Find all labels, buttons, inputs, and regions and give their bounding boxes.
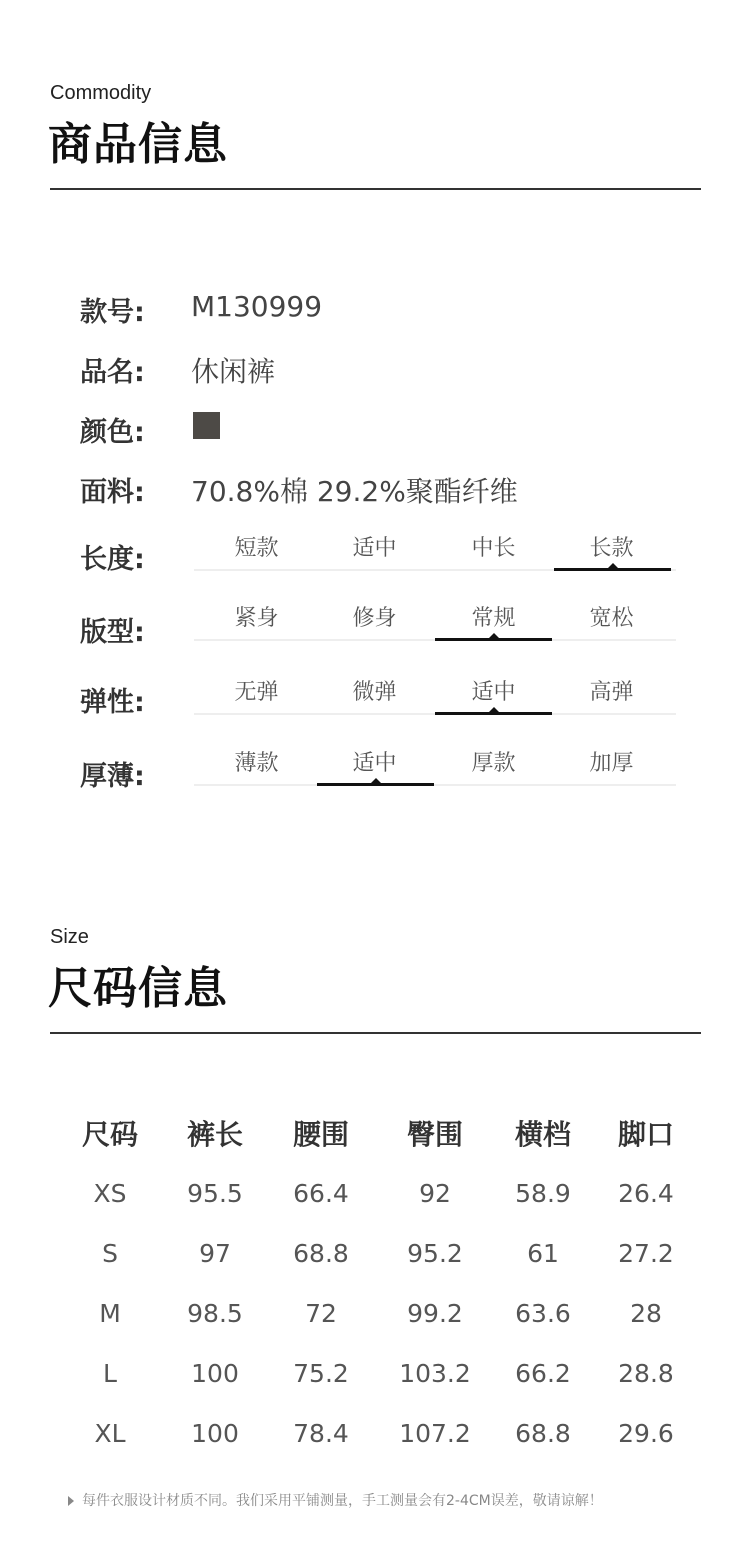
thickness-scale bbox=[194, 746, 676, 786]
cell-size: XL bbox=[94, 1418, 126, 1448]
elasticity-option-high: 高弹 bbox=[589, 680, 634, 705]
name-value: 休闲裤 bbox=[191, 355, 276, 388]
length-selected-marker bbox=[554, 568, 671, 571]
cell-waist: 66.4 bbox=[293, 1178, 349, 1208]
thickness-option-extra-thick: 加厚 bbox=[589, 751, 634, 776]
table-row bbox=[56, 1163, 700, 1223]
thickness-label: 厚薄: bbox=[80, 761, 145, 792]
cell-waist: 68.8 bbox=[293, 1238, 349, 1268]
elasticity-option-slight: 微弹 bbox=[352, 680, 397, 705]
cell-leg-opening: 28 bbox=[630, 1298, 662, 1328]
play-triangle-icon bbox=[68, 1496, 74, 1506]
length-option-short: 短款 bbox=[234, 536, 279, 561]
length-scale bbox=[194, 531, 676, 571]
thickness-option-medium: 适中 bbox=[352, 751, 397, 776]
fabric-value: 70.8%棉 29.2%聚酯纤维 bbox=[191, 475, 518, 508]
cell-crotch: 63.6 bbox=[515, 1298, 571, 1328]
commodity-cn-title: 商品信息 bbox=[48, 119, 228, 170]
size-cn-title: 尺码信息 bbox=[48, 963, 228, 1014]
cell-length: 100 bbox=[191, 1358, 239, 1388]
model-label: 款号: bbox=[80, 297, 145, 328]
length-label: 长度: bbox=[80, 544, 145, 575]
elasticity-option-medium: 适中 bbox=[471, 680, 516, 705]
cell-leg-opening: 28.8 bbox=[618, 1358, 674, 1388]
length-option-medium: 适中 bbox=[352, 536, 397, 561]
cell-waist: 72 bbox=[305, 1298, 337, 1328]
fit-scale bbox=[194, 601, 676, 641]
cell-crotch: 66.2 bbox=[515, 1358, 571, 1388]
elasticity-label: 弹性: bbox=[80, 687, 145, 718]
cell-leg-opening: 27.2 bbox=[618, 1238, 674, 1268]
cell-hip: 107.2 bbox=[399, 1418, 471, 1448]
header-size: 尺码 bbox=[81, 1118, 138, 1151]
size-divider bbox=[50, 1032, 701, 1034]
cell-size: XS bbox=[93, 1178, 127, 1208]
size-table bbox=[56, 1103, 700, 1463]
size-en-title: Size bbox=[50, 926, 89, 948]
cell-hip: 103.2 bbox=[399, 1358, 471, 1388]
table-row bbox=[56, 1343, 700, 1403]
header-hip: 臀围 bbox=[406, 1118, 463, 1151]
cell-size: S bbox=[102, 1238, 118, 1268]
table-row bbox=[56, 1283, 700, 1343]
cell-length: 95.5 bbox=[187, 1178, 243, 1208]
name-label: 品名: bbox=[80, 357, 145, 388]
fit-option-regular: 常规 bbox=[471, 606, 516, 631]
measurement-note bbox=[68, 1490, 603, 1510]
thickness-option-thick: 厚款 bbox=[471, 751, 516, 776]
cell-hip: 99.2 bbox=[407, 1298, 463, 1328]
cell-waist: 78.4 bbox=[293, 1418, 349, 1448]
table-row bbox=[56, 1403, 700, 1463]
cell-length: 97 bbox=[199, 1238, 231, 1268]
cell-size: M bbox=[99, 1298, 121, 1328]
thickness-option-thin: 薄款 bbox=[234, 751, 279, 776]
header-length: 裤长 bbox=[186, 1118, 243, 1151]
fabric-label: 面料: bbox=[80, 477, 145, 508]
commodity-divider bbox=[50, 188, 701, 190]
cell-hip: 92 bbox=[419, 1178, 451, 1208]
thickness-selected-marker bbox=[317, 783, 434, 786]
cell-length: 98.5 bbox=[187, 1298, 243, 1328]
cell-waist: 75.2 bbox=[293, 1358, 349, 1388]
fit-option-tight: 紧身 bbox=[234, 606, 279, 631]
elasticity-selected-marker bbox=[435, 712, 552, 715]
scale-baseline bbox=[194, 784, 676, 786]
fit-label: 版型: bbox=[80, 617, 145, 648]
cell-hip: 95.2 bbox=[407, 1238, 463, 1268]
elasticity-option-none: 无弹 bbox=[234, 680, 279, 705]
size-table-header bbox=[56, 1103, 700, 1163]
length-option-mid-long: 中长 bbox=[471, 536, 516, 561]
elasticity-scale bbox=[194, 675, 676, 715]
color-label: 颜色: bbox=[80, 417, 145, 448]
measurement-note-text: 每件衣服设计材质不同。我们采用平铺测量，手工测量会有2-4CM误差，敬请谅解！ bbox=[82, 1493, 603, 1509]
cell-crotch: 68.8 bbox=[515, 1418, 571, 1448]
color-swatch bbox=[193, 412, 220, 439]
length-option-long: 长款 bbox=[589, 536, 634, 561]
fit-option-loose: 宽松 bbox=[589, 606, 634, 631]
cell-leg-opening: 26.4 bbox=[618, 1178, 674, 1208]
header-waist: 腰围 bbox=[292, 1118, 349, 1151]
fit-option-slim: 修身 bbox=[352, 606, 397, 631]
cell-crotch: 61 bbox=[527, 1238, 559, 1268]
cell-leg-opening: 29.6 bbox=[618, 1418, 674, 1448]
cell-crotch: 58.9 bbox=[515, 1178, 571, 1208]
model-value: M130999 bbox=[191, 290, 323, 323]
table-row bbox=[56, 1223, 700, 1283]
cell-length: 100 bbox=[191, 1418, 239, 1448]
fit-selected-marker bbox=[435, 638, 552, 641]
header-crotch: 横档 bbox=[514, 1118, 571, 1151]
header-leg-opening: 脚口 bbox=[617, 1118, 674, 1151]
commodity-en-title: Commodity bbox=[50, 82, 152, 104]
cell-size: L bbox=[103, 1358, 117, 1388]
